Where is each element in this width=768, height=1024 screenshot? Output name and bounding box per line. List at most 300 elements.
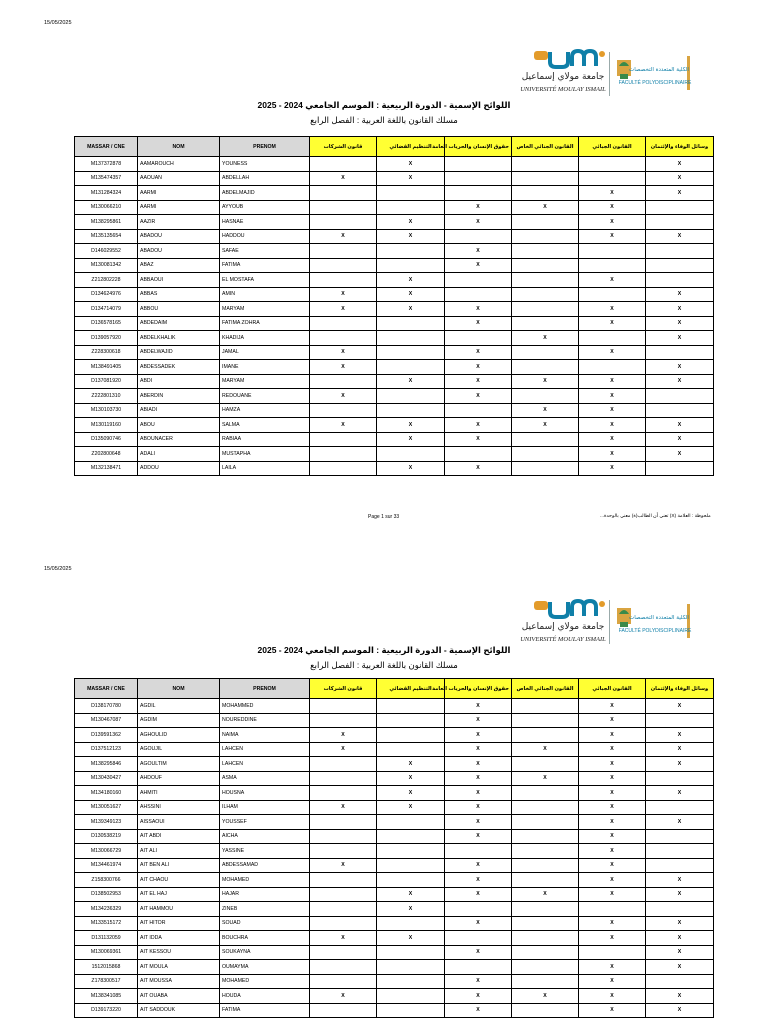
cell-nom: AAOUAN bbox=[138, 171, 220, 186]
cell-prenom: LAHCEN bbox=[220, 757, 310, 772]
cell-module-2 bbox=[377, 728, 445, 743]
university-logo bbox=[520, 48, 606, 96]
cell-module-2: X bbox=[377, 461, 445, 476]
table-row bbox=[75, 418, 714, 433]
cell-module-2: X bbox=[377, 229, 445, 244]
cell-module-4: X bbox=[512, 742, 579, 757]
cell-module-1: X bbox=[310, 728, 377, 743]
cell-module-6 bbox=[646, 771, 714, 786]
table-row bbox=[75, 800, 714, 815]
cell-cne: Z228300618 bbox=[75, 345, 138, 360]
cell-module-3: X bbox=[445, 418, 512, 433]
cell-cne: M131284324 bbox=[75, 186, 138, 201]
cell-module-5: X bbox=[579, 931, 646, 946]
cell-module-3 bbox=[445, 902, 512, 917]
cell-module-1 bbox=[310, 461, 377, 476]
cell-cne: M130103730 bbox=[75, 403, 138, 418]
cell-module-1 bbox=[310, 844, 377, 859]
cell-module-2: X bbox=[377, 786, 445, 801]
cell-module-1: X bbox=[310, 931, 377, 946]
cell-module-1 bbox=[310, 447, 377, 462]
cell-module-1: X bbox=[310, 389, 377, 404]
cell-module-3 bbox=[445, 186, 512, 201]
cell-module-6 bbox=[646, 713, 714, 728]
cell-nom: AIT IDDA bbox=[138, 931, 220, 946]
col-header-nom: NOM bbox=[138, 679, 220, 699]
cell-module-3: X bbox=[445, 200, 512, 215]
cell-cne: M138295861 bbox=[75, 215, 138, 230]
cell-module-3: X bbox=[445, 1003, 512, 1018]
table-row bbox=[75, 229, 714, 244]
table-row bbox=[75, 989, 714, 1004]
cell-module-3: X bbox=[445, 461, 512, 476]
cell-nom: AIT ALI bbox=[138, 844, 220, 859]
cell-module-2 bbox=[377, 316, 445, 331]
cell-module-2 bbox=[377, 345, 445, 360]
logo-latin-text: UNIVERSITÉ MOULAY ISMAIL bbox=[520, 636, 606, 643]
cell-module-4 bbox=[512, 931, 579, 946]
cell-module-5 bbox=[579, 902, 646, 917]
cell-module-5: X bbox=[579, 771, 646, 786]
cell-module-3: X bbox=[445, 699, 512, 714]
cell-module-6 bbox=[646, 858, 714, 873]
cell-nom: ABBAOUI bbox=[138, 273, 220, 288]
cell-module-2 bbox=[377, 989, 445, 1004]
cell-module-1 bbox=[310, 873, 377, 888]
cell-nom: AIT CHAOU bbox=[138, 873, 220, 888]
cell-module-6 bbox=[646, 244, 714, 259]
cell-module-2 bbox=[377, 258, 445, 273]
cell-cne: D134714079 bbox=[75, 302, 138, 317]
cell-module-3: X bbox=[445, 374, 512, 389]
table-row bbox=[75, 931, 714, 946]
col-header-module-5: القانون الجبائي bbox=[579, 137, 646, 157]
table-row bbox=[75, 403, 714, 418]
cell-nom: ADALI bbox=[138, 447, 220, 462]
cell-module-1 bbox=[310, 403, 377, 418]
col-header-module-4: القانون الجنائي الخاص bbox=[512, 137, 579, 157]
cell-module-4 bbox=[512, 1003, 579, 1018]
cell-module-3: X bbox=[445, 945, 512, 960]
cell-module-4: X bbox=[512, 989, 579, 1004]
cell-module-3: X bbox=[445, 389, 512, 404]
cell-module-2: X bbox=[377, 432, 445, 447]
cell-module-5: X bbox=[579, 215, 646, 230]
cell-nom: ABDESSADEK bbox=[138, 360, 220, 375]
cell-module-6 bbox=[646, 200, 714, 215]
cell-module-6: X bbox=[646, 989, 714, 1004]
cell-prenom: YASSINE bbox=[220, 844, 310, 859]
cell-module-4: X bbox=[512, 771, 579, 786]
cell-module-2 bbox=[377, 244, 445, 259]
cell-nom: ABDEDAIM bbox=[138, 316, 220, 331]
cell-module-2: X bbox=[377, 302, 445, 317]
table-row bbox=[75, 360, 714, 375]
cell-module-3: X bbox=[445, 815, 512, 830]
cell-nom: AGDIL bbox=[138, 699, 220, 714]
cell-nom: AIT SADDOUK bbox=[138, 1003, 220, 1018]
cell-module-6: X bbox=[646, 186, 714, 201]
cell-module-3: X bbox=[445, 800, 512, 815]
cell-cne: M130081342 bbox=[75, 258, 138, 273]
table-row bbox=[75, 389, 714, 404]
cell-module-5: X bbox=[579, 887, 646, 902]
table-row bbox=[75, 157, 714, 172]
faculty-latin-text: FACULTÉ POLYDISCIPLINAIRE bbox=[618, 80, 692, 86]
col-header-module-5: القانون الجبائي bbox=[579, 679, 646, 699]
cell-module-6 bbox=[646, 258, 714, 273]
cell-prenom: ABDELMAJID bbox=[220, 186, 310, 201]
cell-module-4 bbox=[512, 389, 579, 404]
cell-module-3 bbox=[445, 273, 512, 288]
cell-prenom: AYYOUB bbox=[220, 200, 310, 215]
cell-module-5: X bbox=[579, 273, 646, 288]
cell-nom: AIT HITOR bbox=[138, 916, 220, 931]
cell-module-1: X bbox=[310, 229, 377, 244]
cell-module-3 bbox=[445, 331, 512, 346]
cell-nom: AIT MOUSSA bbox=[138, 974, 220, 989]
cell-module-3 bbox=[445, 403, 512, 418]
cell-module-6: X bbox=[646, 432, 714, 447]
cell-module-4 bbox=[512, 815, 579, 830]
cell-nom: AARMI bbox=[138, 186, 220, 201]
cell-prenom: OUMAYMA bbox=[220, 960, 310, 975]
cell-module-5: X bbox=[579, 302, 646, 317]
cell-cne: D134624976 bbox=[75, 287, 138, 302]
cell-cne: Z212802228 bbox=[75, 273, 138, 288]
cell-module-4 bbox=[512, 974, 579, 989]
cell-module-4 bbox=[512, 873, 579, 888]
cell-module-4 bbox=[512, 800, 579, 815]
cell-module-6: X bbox=[646, 374, 714, 389]
cell-prenom: SALMA bbox=[220, 418, 310, 433]
cell-module-2 bbox=[377, 200, 445, 215]
cell-prenom: MOHAMED bbox=[220, 873, 310, 888]
cell-module-1: X bbox=[310, 360, 377, 375]
cell-module-2 bbox=[377, 447, 445, 462]
table-row bbox=[75, 742, 714, 757]
cell-module-3: X bbox=[445, 742, 512, 757]
cell-module-5: X bbox=[579, 461, 646, 476]
table-row bbox=[75, 974, 714, 989]
cell-cne: M130066210 bbox=[75, 200, 138, 215]
table-row bbox=[75, 374, 714, 389]
cell-module-2 bbox=[377, 1003, 445, 1018]
cell-module-4 bbox=[512, 171, 579, 186]
cell-module-6: X bbox=[646, 815, 714, 830]
cell-nom: AISSAOUI bbox=[138, 815, 220, 830]
cell-module-5 bbox=[579, 171, 646, 186]
logo-separator bbox=[609, 600, 610, 644]
cell-module-6: X bbox=[646, 873, 714, 888]
faculty-arabic-text: الكلية المتعددة التخصصات bbox=[629, 67, 689, 73]
table-row bbox=[75, 200, 714, 215]
col-header-module-2: التنظيم القضائي bbox=[377, 137, 445, 157]
col-header-prenom: PRENOM bbox=[220, 137, 310, 157]
cell-nom: ABBOU bbox=[138, 302, 220, 317]
cell-module-1 bbox=[310, 273, 377, 288]
cell-module-3: X bbox=[445, 215, 512, 230]
cell-prenom: BOUCHRA bbox=[220, 931, 310, 946]
cell-module-5: X bbox=[579, 989, 646, 1004]
cell-nom: AIT EL HAJ bbox=[138, 887, 220, 902]
cell-module-6: X bbox=[646, 786, 714, 801]
cell-module-3 bbox=[445, 287, 512, 302]
table-row bbox=[75, 916, 714, 931]
cell-module-1 bbox=[310, 432, 377, 447]
table-row bbox=[75, 316, 714, 331]
table-body bbox=[75, 699, 714, 1018]
cell-module-1: X bbox=[310, 287, 377, 302]
cell-prenom: IMANE bbox=[220, 360, 310, 375]
table-header-row bbox=[75, 679, 714, 699]
cell-module-4 bbox=[512, 229, 579, 244]
cell-nom: ABADOU bbox=[138, 229, 220, 244]
cell-module-1: X bbox=[310, 171, 377, 186]
cell-module-2 bbox=[377, 360, 445, 375]
cell-module-3 bbox=[445, 931, 512, 946]
cell-module-3: X bbox=[445, 316, 512, 331]
cell-nom: ADDOU bbox=[138, 461, 220, 476]
logo-arabic-text: جامعة مولاي إسماعيل bbox=[521, 72, 605, 82]
cell-module-6: X bbox=[646, 418, 714, 433]
cell-prenom: SOUKAYNA bbox=[220, 945, 310, 960]
cell-module-1 bbox=[310, 771, 377, 786]
cell-module-1 bbox=[310, 699, 377, 714]
cell-module-1 bbox=[310, 316, 377, 331]
table-row bbox=[75, 432, 714, 447]
cell-module-1 bbox=[310, 186, 377, 201]
col-header-module-3: حقوق الإنسان والحريات العامة bbox=[445, 679, 512, 699]
cell-module-1 bbox=[310, 713, 377, 728]
cell-module-3 bbox=[445, 171, 512, 186]
table-row bbox=[75, 902, 714, 917]
cell-prenom: ZINEB bbox=[220, 902, 310, 917]
cell-module-1 bbox=[310, 374, 377, 389]
cell-nom: AARMI bbox=[138, 200, 220, 215]
cell-nom: ABOUNACER bbox=[138, 432, 220, 447]
cell-module-2 bbox=[377, 974, 445, 989]
cell-cne: M130119160 bbox=[75, 418, 138, 433]
cell-module-5 bbox=[579, 157, 646, 172]
table-row bbox=[75, 945, 714, 960]
university-logo bbox=[520, 598, 606, 646]
cell-module-5: X bbox=[579, 844, 646, 859]
cell-module-2: X bbox=[377, 287, 445, 302]
table-row bbox=[75, 699, 714, 714]
cell-module-6: X bbox=[646, 699, 714, 714]
cell-cne: M138491405 bbox=[75, 360, 138, 375]
cell-nom: ABDI bbox=[138, 374, 220, 389]
cell-module-1 bbox=[310, 815, 377, 830]
cell-module-3: X bbox=[445, 974, 512, 989]
cell-module-6: X bbox=[646, 945, 714, 960]
cell-module-3 bbox=[445, 157, 512, 172]
cell-prenom: HASNAE bbox=[220, 215, 310, 230]
cell-module-4 bbox=[512, 432, 579, 447]
cell-module-5: X bbox=[579, 1003, 646, 1018]
cell-module-2 bbox=[377, 389, 445, 404]
cell-cne: D139173220 bbox=[75, 1003, 138, 1018]
cell-prenom: YOUNESS bbox=[220, 157, 310, 172]
cell-cne: M137372878 bbox=[75, 157, 138, 172]
cell-cne: D137081920 bbox=[75, 374, 138, 389]
cell-module-3 bbox=[445, 447, 512, 462]
cell-module-2 bbox=[377, 403, 445, 418]
cell-module-2 bbox=[377, 858, 445, 873]
cell-module-2: X bbox=[377, 800, 445, 815]
print-date: 15/05/2025 bbox=[44, 20, 72, 26]
cell-module-3: X bbox=[445, 360, 512, 375]
col-header-module-2: التنظيم القضائي bbox=[377, 679, 445, 699]
cell-module-6: X bbox=[646, 287, 714, 302]
cell-module-6: X bbox=[646, 229, 714, 244]
cell-module-5: X bbox=[579, 786, 646, 801]
cell-cne: 1512015868 bbox=[75, 960, 138, 975]
cell-module-4 bbox=[512, 757, 579, 772]
table-row bbox=[75, 186, 714, 201]
cell-module-5: X bbox=[579, 757, 646, 772]
cell-module-1 bbox=[310, 960, 377, 975]
col-header-module-6: وسائل الوفاء والإئتمان bbox=[646, 679, 714, 699]
cell-module-5: X bbox=[579, 403, 646, 418]
page-number: Page 1 sur 33 bbox=[368, 514, 400, 520]
cell-module-6: X bbox=[646, 931, 714, 946]
cell-cne: D139057920 bbox=[75, 331, 138, 346]
cell-cne: M135135654 bbox=[75, 229, 138, 244]
cell-nom: ABOU bbox=[138, 418, 220, 433]
cell-module-2: X bbox=[377, 157, 445, 172]
cell-cne: M132138471 bbox=[75, 461, 138, 476]
cell-module-5: X bbox=[579, 873, 646, 888]
table-body bbox=[75, 157, 714, 476]
table-row bbox=[75, 844, 714, 859]
cell-module-4: X bbox=[512, 374, 579, 389]
cell-module-6 bbox=[646, 273, 714, 288]
cell-cne: M134461974 bbox=[75, 858, 138, 873]
cell-module-3: X bbox=[445, 916, 512, 931]
col-header-module-1: قانون الشركات bbox=[310, 679, 377, 699]
cell-module-4 bbox=[512, 829, 579, 844]
cell-module-4 bbox=[512, 287, 579, 302]
cell-module-1: X bbox=[310, 345, 377, 360]
cell-module-6: X bbox=[646, 331, 714, 346]
cell-module-4 bbox=[512, 713, 579, 728]
cell-cne: M130051627 bbox=[75, 800, 138, 815]
col-header-module-1: قانون الشركات bbox=[310, 137, 377, 157]
table-row bbox=[75, 815, 714, 830]
cell-module-3: X bbox=[445, 244, 512, 259]
cell-module-5 bbox=[579, 945, 646, 960]
cell-prenom: NOUREDDINE bbox=[220, 713, 310, 728]
cell-module-6: X bbox=[646, 157, 714, 172]
cell-prenom: ABDELLAH bbox=[220, 171, 310, 186]
cell-module-1: X bbox=[310, 302, 377, 317]
cell-module-3: X bbox=[445, 728, 512, 743]
cell-module-5: X bbox=[579, 316, 646, 331]
cell-module-4: X bbox=[512, 200, 579, 215]
col-header-module-4: القانون الجنائي الخاص bbox=[512, 679, 579, 699]
cell-module-5: X bbox=[579, 858, 646, 873]
cell-module-1 bbox=[310, 902, 377, 917]
cell-module-1: X bbox=[310, 989, 377, 1004]
cell-prenom: HADDOU bbox=[220, 229, 310, 244]
cell-module-4: X bbox=[512, 331, 579, 346]
cell-module-5 bbox=[579, 331, 646, 346]
cell-module-6: X bbox=[646, 960, 714, 975]
table-row bbox=[75, 771, 714, 786]
cell-nom: AGOUJIL bbox=[138, 742, 220, 757]
cell-nom: ABBAS bbox=[138, 287, 220, 302]
cell-module-1 bbox=[310, 887, 377, 902]
cell-module-5: X bbox=[579, 728, 646, 743]
cell-module-3: X bbox=[445, 873, 512, 888]
cell-module-4 bbox=[512, 844, 579, 859]
cell-nom: ABADOU bbox=[138, 244, 220, 259]
cell-module-5: X bbox=[579, 699, 646, 714]
cell-module-3: X bbox=[445, 258, 512, 273]
cell-nom: AGHOULID bbox=[138, 728, 220, 743]
cell-cne: M130069361 bbox=[75, 945, 138, 960]
cell-prenom: SOUAD bbox=[220, 916, 310, 931]
table-row bbox=[75, 258, 714, 273]
faculty-logo bbox=[615, 56, 693, 92]
cell-nom: ABAZ bbox=[138, 258, 220, 273]
cell-module-1 bbox=[310, 244, 377, 259]
cell-prenom: JAMAL bbox=[220, 345, 310, 360]
cell-module-4: X bbox=[512, 887, 579, 902]
cell-cne: D139591362 bbox=[75, 728, 138, 743]
cell-cne: M130430427 bbox=[75, 771, 138, 786]
table-row bbox=[75, 302, 714, 317]
cell-nom: AHMITI bbox=[138, 786, 220, 801]
cell-module-4 bbox=[512, 258, 579, 273]
document-page-2 bbox=[0, 560, 768, 1024]
col-header-cne: MASSAR / CNE bbox=[75, 679, 138, 699]
table-row bbox=[75, 887, 714, 902]
col-header-module-6: وسائل الوفاء والإئتمان bbox=[646, 137, 714, 157]
col-header-cne: MASSAR / CNE bbox=[75, 137, 138, 157]
cell-module-2 bbox=[377, 873, 445, 888]
cell-module-3: X bbox=[445, 887, 512, 902]
cell-module-1: X bbox=[310, 742, 377, 757]
table-row bbox=[75, 273, 714, 288]
cell-module-4 bbox=[512, 728, 579, 743]
col-header-module-3: حقوق الإنسان والحريات العامة bbox=[445, 137, 512, 157]
cell-module-4 bbox=[512, 244, 579, 259]
cell-module-5: X bbox=[579, 960, 646, 975]
cell-module-5 bbox=[579, 244, 646, 259]
cell-module-2 bbox=[377, 186, 445, 201]
table-row bbox=[75, 728, 714, 743]
faculty-latin-text: FACULTÉ POLYDISCIPLINAIRE bbox=[618, 628, 692, 634]
faculty-arabic-text: الكلية المتعددة التخصصات bbox=[629, 615, 689, 621]
cell-module-2 bbox=[377, 331, 445, 346]
cell-cne: Z178300517 bbox=[75, 974, 138, 989]
cell-module-5: X bbox=[579, 713, 646, 728]
table-row bbox=[75, 1003, 714, 1018]
cell-prenom: HAJAR bbox=[220, 887, 310, 902]
cell-module-6: X bbox=[646, 887, 714, 902]
cell-cne: M133515172 bbox=[75, 916, 138, 931]
cell-module-2 bbox=[377, 815, 445, 830]
cell-module-6 bbox=[646, 345, 714, 360]
cell-nom: AAMAROUCH bbox=[138, 157, 220, 172]
cell-prenom: HOUSNA bbox=[220, 786, 310, 801]
table-row bbox=[75, 447, 714, 462]
table-row bbox=[75, 461, 714, 476]
cell-module-6: X bbox=[646, 316, 714, 331]
